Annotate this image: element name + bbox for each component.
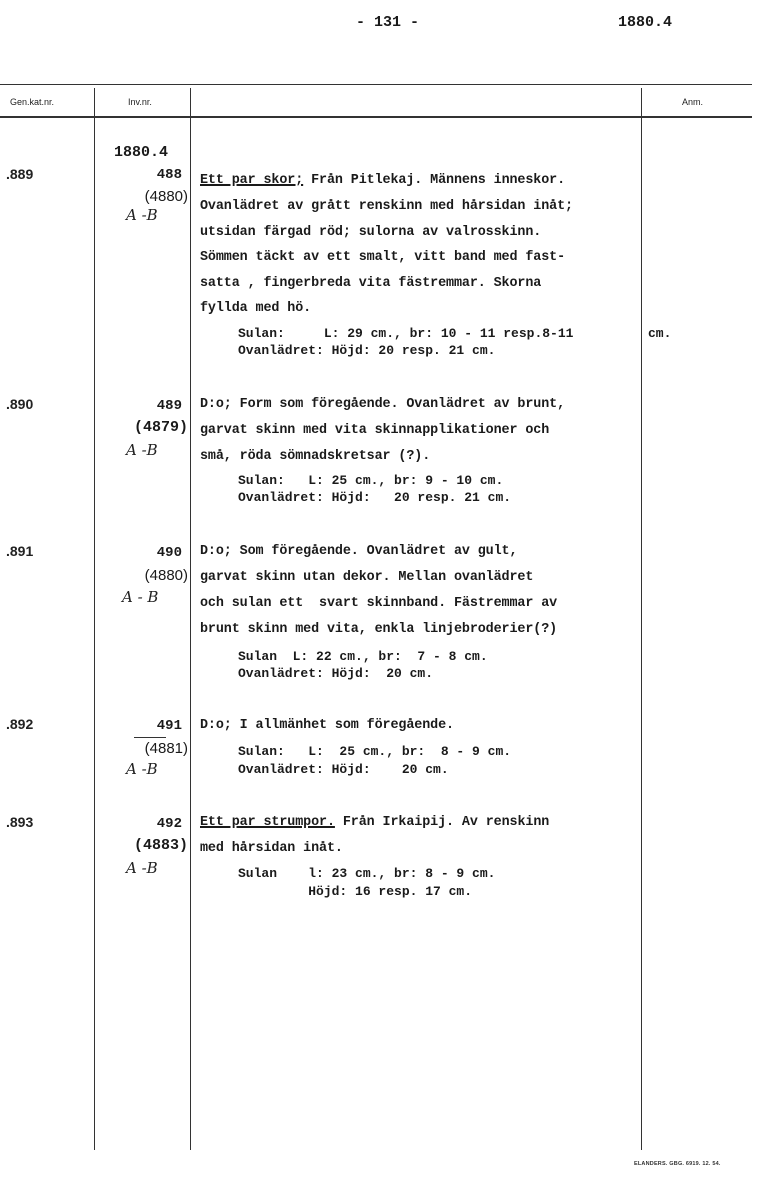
gen-kat-nr: .890 — [6, 396, 34, 412]
entry-text-line: Ovanlädret av grått renskinn med hårsidan inåt; — [200, 199, 573, 214]
entry-text-line: fyllda med hö. — [200, 301, 312, 316]
column-divider-2 — [190, 88, 191, 1150]
entry-title: Ett par strumpor. — [200, 815, 335, 830]
measurement-line: Sulan l: 23 cm., br: 8 - 9 cm. — [238, 866, 496, 881]
column-divider-1 — [94, 88, 95, 1150]
gen-kat-nr: .893 — [6, 814, 34, 830]
entry-text-line: Ett par skor; Från Pitlekaj. Männens inneskor. — [200, 173, 566, 188]
handwritten-note: A -B — [126, 760, 158, 778]
entry-text-line: Ett par strumpor. Från Irkaipij. Av renskinn — [200, 815, 550, 830]
inv-old-nr: (4880) — [144, 567, 188, 584]
measurement-line: Ovanlädret: Höjd: 20 resp. 21 cm. — [238, 343, 496, 358]
column-header-inv-nr: Inv.nr. — [128, 97, 152, 107]
handwritten-note: A -B — [126, 859, 158, 877]
page-number: - 131 - — [356, 14, 420, 31]
inv-nr: 489 — [156, 398, 182, 414]
inv-old-nr: (4883) — [133, 837, 188, 854]
printer-imprint: ELANDERS. GBG. 6919. 12. 54. — [634, 1161, 721, 1167]
entry-text-line: med hårsidan inåt. — [200, 841, 343, 856]
entry-title: Ett par skor; — [200, 173, 304, 188]
inv-old-nr: (4879) — [133, 419, 188, 436]
series-label: 1880.4 — [113, 144, 168, 161]
entry-text-line: små, röda sömnadskretsar (?). — [200, 449, 431, 464]
handwritten-note: A -B — [126, 206, 158, 224]
header-top-rule — [0, 84, 752, 85]
entry-text-line: satta , fingerbreda vita fästremmar. Skorna — [200, 276, 542, 291]
measurement-line: Sulan: L: 25 cm., br: 8 - 9 cm. — [238, 744, 512, 759]
gen-kat-nr: .892 — [6, 716, 34, 732]
entry-text-line: och sulan ett svart skinnband. Fästremmar av — [200, 596, 558, 611]
handwritten-note: A -B — [126, 441, 158, 459]
entry-text-line: D:o; I allmänhet som föregående. — [200, 718, 454, 733]
entry-text-line: garvat skinn utan dekor. Mellan ovanlädret — [200, 570, 534, 585]
measurement-line: Ovanlädret: Höjd: 20 cm. — [238, 762, 449, 777]
column-header-gen-kat-nr: Gen.kat.nr. — [10, 97, 55, 107]
catalog-code: 1880.4 — [618, 14, 673, 31]
gen-kat-nr: .889 — [6, 166, 34, 182]
column-header-anm: Anm. — [682, 97, 704, 107]
gen-kat-nr: .891 — [6, 543, 34, 559]
measurement-line: Sulan: L: 25 cm., br: 9 - 10 cm. — [238, 473, 504, 488]
inv-nr: 488 — [156, 167, 182, 183]
handwritten-note: A - B — [122, 588, 159, 606]
inv-old-nr: (4881) — [144, 740, 188, 757]
inv-nr: 490 — [156, 545, 182, 561]
entry-text-line: D:o; Form som föregående. Ovanlädret av brunt, — [200, 397, 566, 412]
measurement-line: Sulan: L: 29 cm., br: 10 - 11 resp.8-11 — [238, 326, 574, 341]
header-bottom-rule — [0, 116, 752, 118]
measurement-line: Ovanlädret: Höjd: 20 cm. — [238, 666, 434, 681]
inv-nr: 492 — [156, 816, 182, 832]
entry-text-line: brunt skinn med vita, enkla linjebroderier(?) — [200, 622, 558, 637]
entry-text-line: Sömmen täckt av ett smalt, vitt band med fast- — [200, 250, 566, 265]
entry-text-line: garvat skinn med vita skinnapplikationer och — [200, 423, 550, 438]
remark: cm. — [648, 326, 672, 341]
measurement-line: Ovanlädret: Höjd: 20 resp. 21 cm. — [238, 490, 512, 505]
entry-text-line: D:o; Som föregående. Ovanlädret av gult, — [200, 544, 518, 559]
inv-nr: 491 — [156, 718, 182, 734]
column-divider-3 — [641, 88, 642, 1150]
inv-underline — [134, 737, 166, 738]
entry-text-line: utsidan färgad röd; sulorna av valrosskinn. — [200, 225, 542, 240]
measurement-line: Höjd: 16 resp. 17 cm. — [238, 884, 473, 899]
inv-old-nr: (4880) — [144, 188, 188, 205]
measurement-line: Sulan L: 22 cm., br: 7 - 8 cm. — [238, 649, 488, 664]
